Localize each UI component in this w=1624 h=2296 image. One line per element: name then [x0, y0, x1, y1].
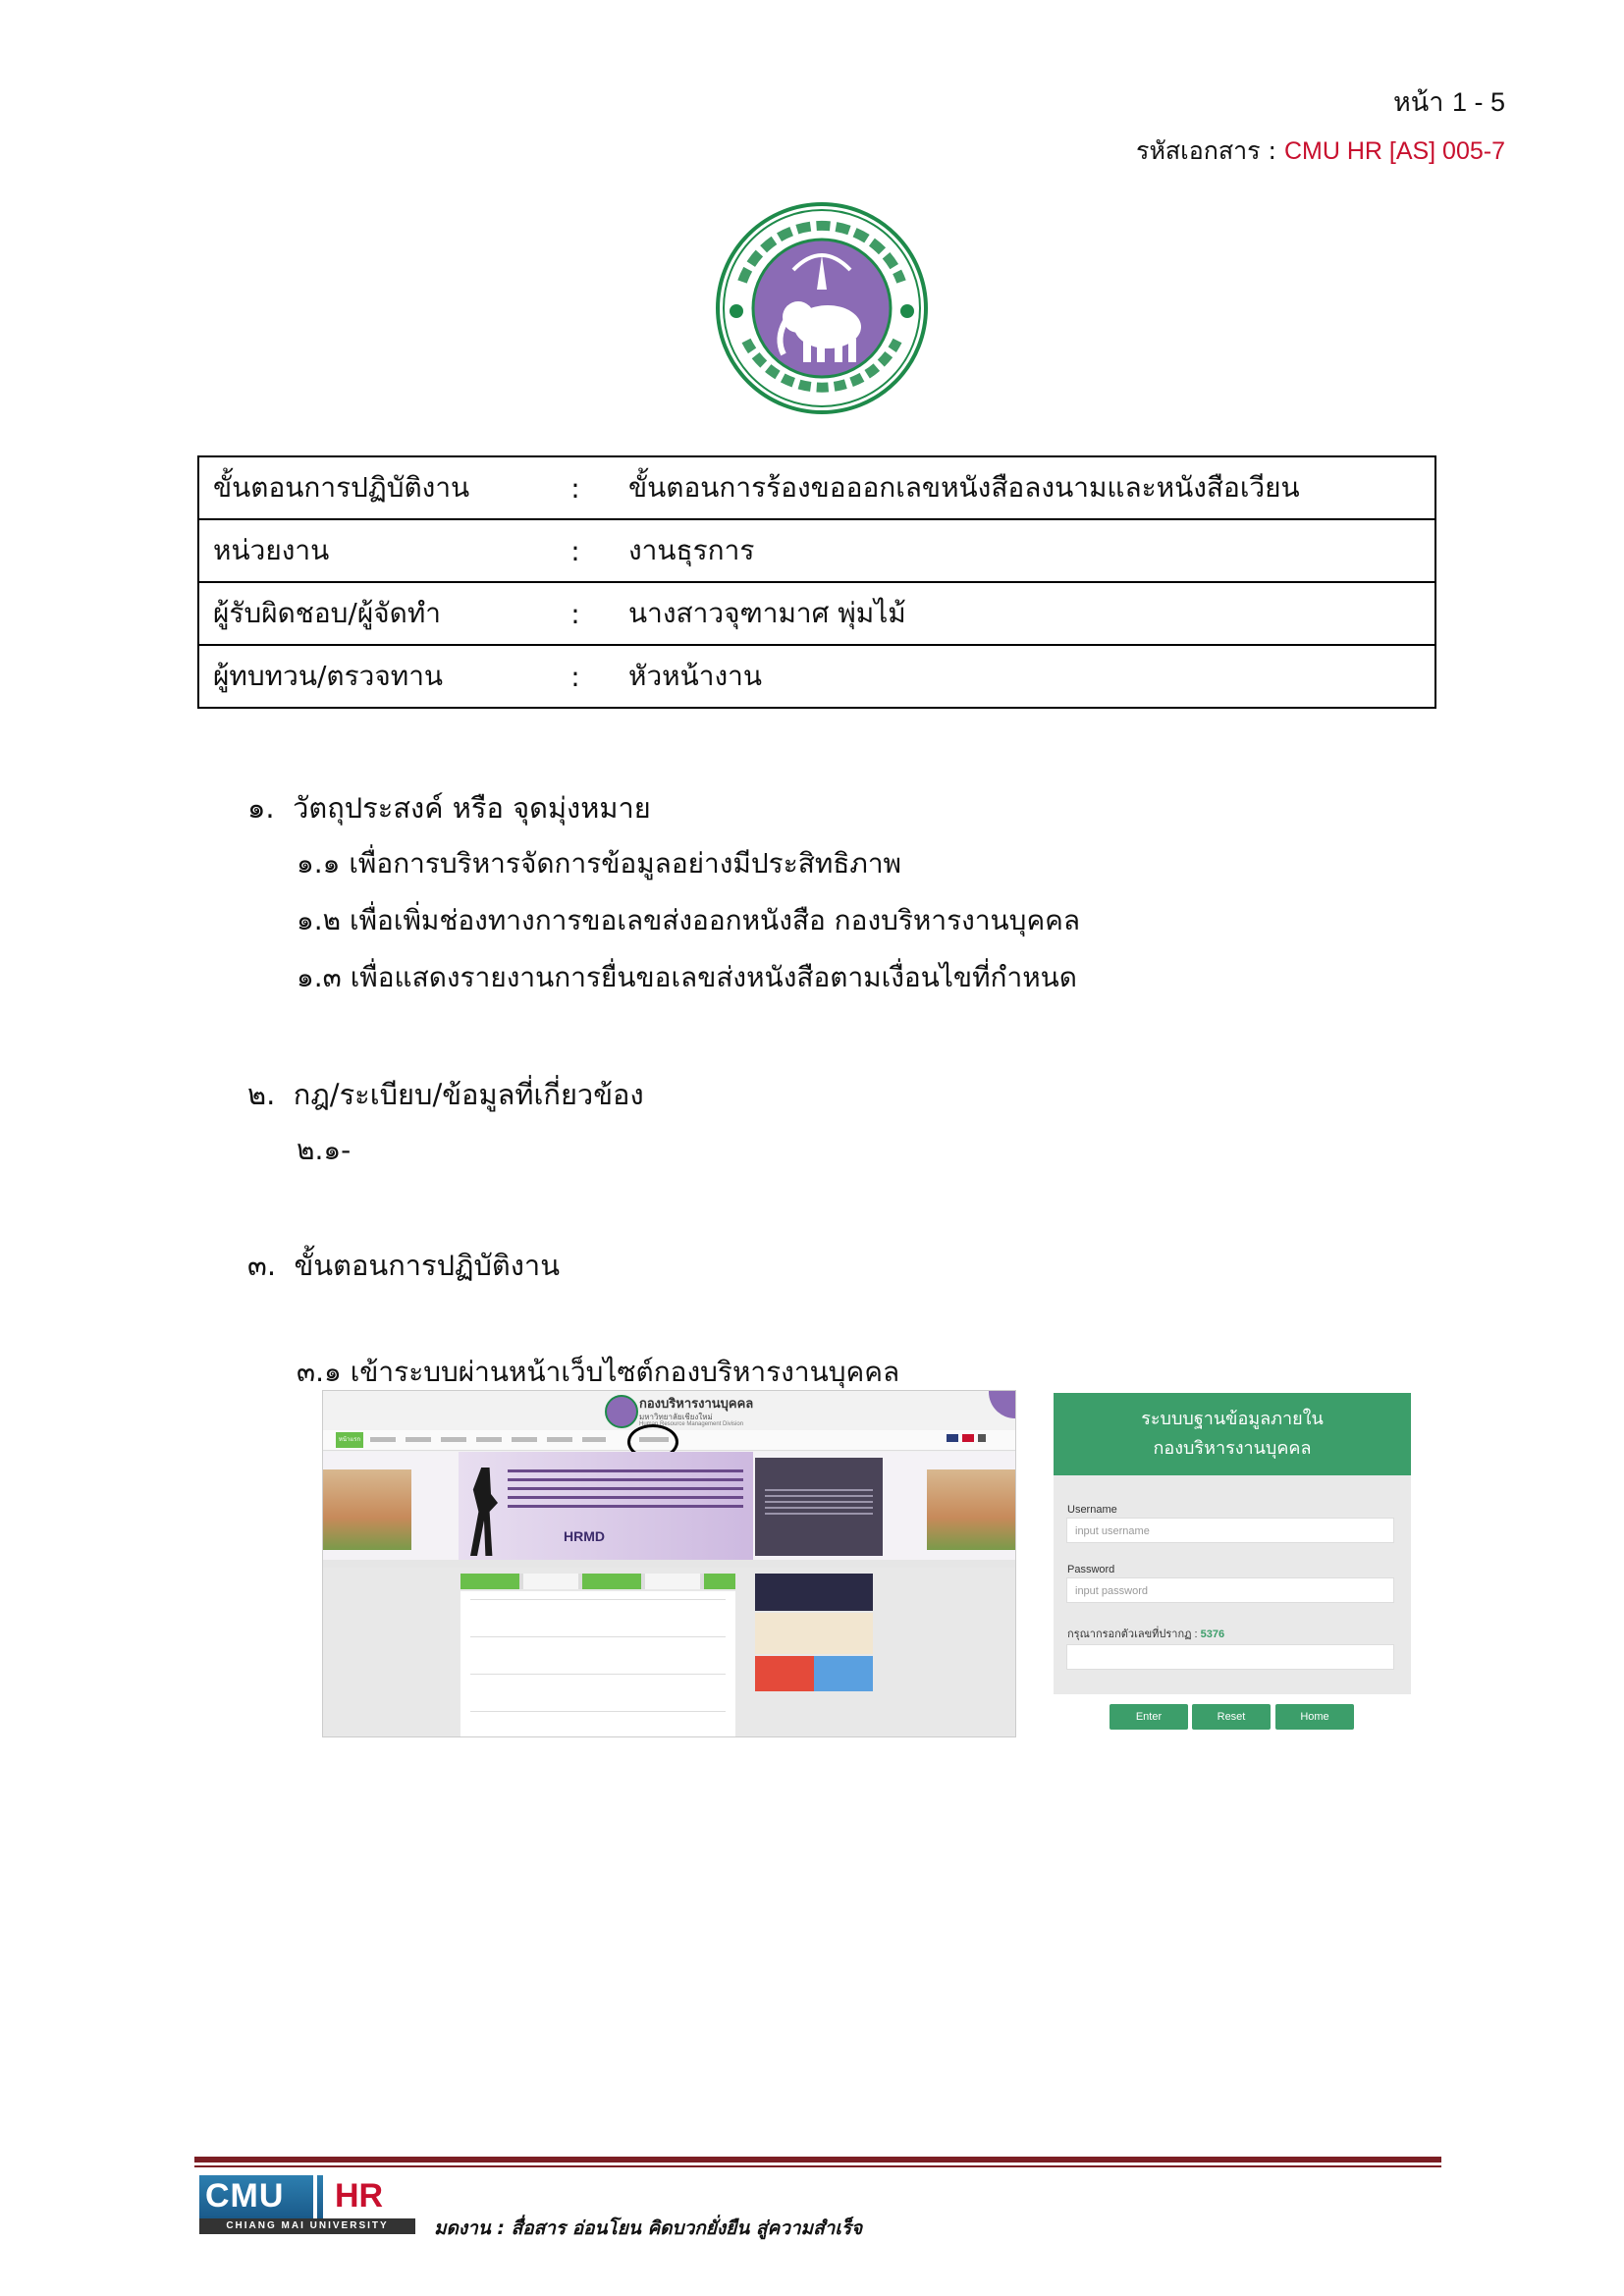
row-colon: :	[556, 519, 615, 582]
row-label: ผู้ทบทวน/ตรวจทาน	[198, 645, 556, 708]
row-label: หน่วยงาน	[198, 519, 556, 582]
password-label: Password	[1067, 1564, 1115, 1575]
logo-cmu-text: CMU	[205, 2177, 285, 2215]
banner-brand: HRMD	[564, 1528, 605, 1544]
row-colon: :	[556, 582, 615, 645]
captcha-label: กรุณากรอกตัวเลขที่ปรากฏ : 5376	[1067, 1629, 1225, 1640]
procedure-info-table	[197, 455, 1436, 709]
nav-home-button[interactable]: หน้าแรก	[336, 1432, 363, 1448]
table-row	[198, 645, 1435, 708]
row-value: งานธุรการ	[615, 519, 1435, 582]
site-subtitle: มหาวิทยาลัยเชียงใหม่	[639, 1413, 713, 1421]
logo-hr-text: HR	[335, 2177, 384, 2215]
password-input[interactable]: input password	[1066, 1577, 1394, 1603]
section-2-1: ๒.๑-	[297, 1134, 352, 1166]
site-subtitle-en: Human Resource Management Division	[639, 1421, 744, 1427]
cmu-hr-logo	[199, 2175, 415, 2234]
row-label: ผู้รับผิดชอบ/ผู้จัดทำ	[198, 582, 556, 645]
banner-text-lines	[508, 1469, 743, 1509]
site-title: กองบริหารงานบุคคล	[639, 1397, 754, 1412]
nav-menu-items[interactable]	[370, 1437, 606, 1442]
news-list-items[interactable]	[470, 1599, 726, 1731]
row-value: หัวหน้างาน	[615, 645, 1435, 708]
footer-divider-thin	[194, 2165, 1441, 2167]
section-1-3: ๑.๓ เพื่อแสดงรายงานการยื่นขอเลขส่งหนังสือตามเงื่อนไขที่กำหนด	[297, 961, 1077, 993]
section-1-1: ๑.๑ เพื่อการบริหารจัดการข้อมูลอย่างมีประสิทธิภาพ	[297, 847, 902, 880]
logo-subtext: CHIANG MAI UNIVERSITY	[199, 2218, 415, 2234]
login-title-line1: ระบบบฐานข้อมูลภายใน	[1141, 1409, 1324, 1429]
section-2-heading: ๒. กฎ/ระเบียบ/ข้อมูลที่เกี่ยวข้อง	[247, 1078, 644, 1111]
section-3-1: ๓.๑ เข้าระบบผ่านหน้าเว็บไซต์กองบริหารงานบุคคล	[297, 1356, 900, 1388]
footer-slogan: มดงาน : สื่อสาร อ่อนโยน คิดบวกยั่งยืน สู่ความสำเร็จ	[434, 2217, 863, 2239]
site-logo-icon	[605, 1395, 638, 1428]
table-row	[198, 456, 1435, 519]
section-3-heading: ๓. ขั้นตอนการปฏิบัติงาน	[247, 1249, 561, 1282]
captcha-input[interactable]	[1066, 1644, 1394, 1670]
row-colon: :	[556, 645, 615, 708]
username-label: Username	[1067, 1504, 1117, 1516]
home-button[interactable]: Home	[1275, 1704, 1354, 1730]
login-panel	[1054, 1393, 1411, 1694]
enter-button[interactable]: Enter	[1110, 1704, 1188, 1730]
row-label: ขั้นตอนการปฏิบัติงาน	[198, 456, 556, 519]
login-title-line2: กองบริหารงานบุคคล	[1153, 1438, 1312, 1459]
captcha-code: 5376	[1200, 1629, 1225, 1640]
side-button-red[interactable]	[755, 1656, 814, 1691]
row-value: นางสาวจุฑามาศ พุ่มไม้	[615, 582, 1435, 645]
university-seal-logo	[715, 201, 929, 415]
table-row	[198, 519, 1435, 582]
website-screenshot	[322, 1390, 1016, 1737]
reset-button[interactable]: Reset	[1192, 1704, 1271, 1730]
side-banner-2[interactable]	[755, 1613, 873, 1654]
side-button-blue[interactable]	[814, 1656, 873, 1691]
row-colon: :	[556, 456, 615, 519]
announcement-text-lines	[765, 1489, 873, 1519]
username-input[interactable]: input username	[1066, 1518, 1394, 1543]
side-banner-1[interactable]	[755, 1574, 873, 1611]
language-flags-icon[interactable]	[947, 1434, 986, 1442]
document-code: รหัสเอกสาร : CMU HR [AS] 005-7	[1136, 136, 1505, 165]
content-tabs[interactable]	[460, 1574, 735, 1589]
banner-left-building-image	[323, 1469, 411, 1550]
footer-divider	[194, 2157, 1441, 2163]
page-number: หน้า 1 - 5	[1392, 87, 1505, 118]
row-value: ขั้นตอนการร้องขอออกเลขหนังสือลงนามและหนังสือเวียน	[615, 456, 1435, 519]
section-1-heading: ๑. วัตถุประสงค์ หรือ จุดมุ่งหมาย	[247, 791, 651, 825]
section-1-2: ๑.๒ เพื่อเพิ่มช่องทางการขอเลขส่งออกหนังสือ กองบริหารงานบุคคล	[297, 904, 1081, 936]
table-row	[198, 582, 1435, 645]
login-header	[1054, 1393, 1411, 1475]
banner-right-building-image	[927, 1469, 1015, 1550]
